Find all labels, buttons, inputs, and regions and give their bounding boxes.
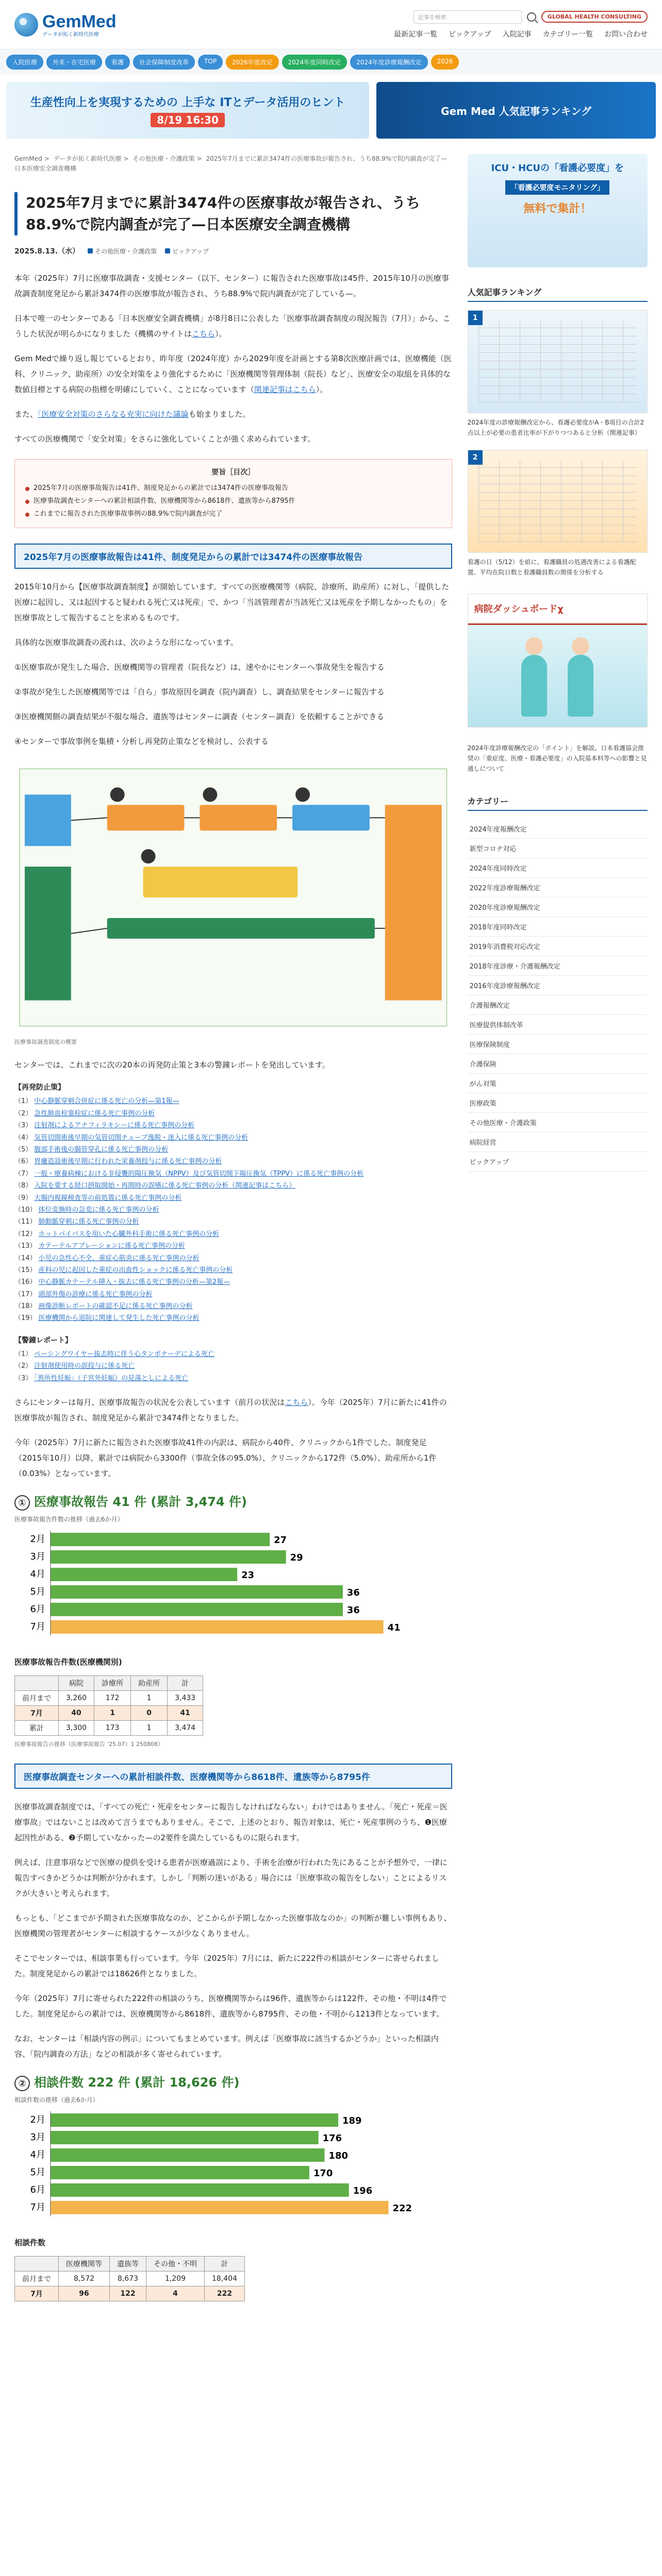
paragraph: 2015年10月から【医療事故調査制度】が開始しています。すべての医療機関等（病院、診療所、助産所）に対し、「提供した医療に起因し、又は起因すると疑われる死亡又は死産」で、かつ「当該管理者が当該死亡又は死産を予期しなかったもの」を医療事故として報告することを求めるものです。	[14, 582, 450, 623]
paragraph: そこでセンターでは、相談事業も行っています。今年（2025年）7月には、新たに222件の相談がセンターに寄せられました。制度発足からの累計では18626件となりました。	[14, 1954, 439, 1979]
category-item[interactable]: その他医療・介護政策	[468, 1113, 648, 1132]
table-row	[15, 2272, 245, 2286]
category-item[interactable]: 介護保険	[468, 1054, 648, 1074]
bar	[51, 2148, 325, 2162]
bar	[51, 1568, 237, 1581]
logo-sub: データが拓く新時代医療	[42, 31, 99, 38]
recurrence-heading: 【再発防止策】	[14, 1083, 65, 1092]
category-item[interactable]: 2018年度診療・介護報酬改定	[468, 956, 648, 976]
cat-chip[interactable]: TOP	[198, 55, 223, 70]
table-cell: 1	[94, 1706, 131, 1721]
report-item[interactable]: （19） 医療機関から退院に関連して発生した死亡事例の分析	[14, 1314, 200, 1323]
data-label: 176	[322, 2133, 342, 2144]
data-label: 222	[392, 2202, 412, 2214]
bar	[51, 1533, 270, 1546]
table-title: 医療事故報告件数(医療機関別)	[14, 1657, 122, 1667]
table-row	[15, 2286, 245, 2301]
category-item[interactable]: 医療提供体制改革	[468, 1015, 648, 1035]
cat-chip[interactable]: 2026	[431, 55, 459, 70]
bar	[51, 2131, 319, 2144]
category-item[interactable]: 医療保険制度	[468, 1035, 648, 1054]
category-item[interactable]: 2024年度報酬改定	[468, 819, 648, 839]
report-item[interactable]: （5） 腹部手術後の腸管穿孔に係る死亡事例の分析	[14, 1146, 169, 1154]
summary-item[interactable]: 医療事故調査センターへの累計相談件数、医療機関等から8618件、遺族等から8795件	[25, 495, 441, 508]
bar	[51, 1620, 384, 1634]
tag-link[interactable]	[88, 247, 157, 256]
table-cell: 3,433	[168, 1691, 203, 1706]
ad-caption: 2024年度診療報酬改定の「ポイント」を解説。日本看護協会推奨の「重症度、医療・看護必要度」の入院基本料等への影響と見通しについて	[467, 744, 647, 773]
paragraph: 医療事故調査制度では、「すべての死亡・死産をセンターに報告しなければならない」わけではありません。「死亡・死産＝医療事故」ではないことは改めて言うまでもありません。そこで、上述のとおり、報告対象は、死亡・死産事例のうち、❶医療起因性がある、❷予期していなかった—の2要件を満たしているものに限られます。	[14, 1802, 448, 1843]
breadcrumb: GemMed > データが拓く新時代医療 > その他医療・介護政策 > 2025年7月までに累計3474件の医療事故が報告され、うち88.9%で院内調査が完了—日本医療安全調査機構	[14, 155, 447, 173]
category-item[interactable]: 医療政策	[468, 1093, 648, 1113]
breadcrumb-section[interactable]: データが拓く新時代医療	[53, 155, 122, 162]
table-row	[15, 1706, 203, 1721]
dashboard-ad[interactable]	[468, 594, 648, 727]
site-header	[0, 0, 662, 49]
tag-label: その他医療・介護政策	[95, 247, 157, 255]
tick-label: 3月	[30, 2132, 45, 2143]
table-header: その他・不明	[146, 2257, 205, 2272]
table-cell: 96	[59, 2286, 110, 2301]
data-label: 180	[328, 2150, 348, 2162]
table-cell: 18,404	[205, 2272, 245, 2286]
bar-chart	[14, 2106, 452, 2225]
search-input[interactable]: 記事を検索	[413, 10, 522, 24]
ranking-banner[interactable]	[376, 82, 656, 139]
table-cell: 173	[94, 1721, 131, 1736]
warning-heading: 【警鐘レポート】	[14, 1336, 72, 1345]
reports-table	[14, 1675, 203, 1736]
article-main	[14, 154, 452, 2306]
breadcrumb-current: 2025年7月までに累計3474件の医療事故が報告され、うち88.9%で院内調査が完了—日本医療安全調査機構	[14, 155, 447, 173]
cat-chip[interactable]: 2026年度改定	[226, 55, 279, 70]
ranking-banner-text: Gem Med 人気記事ランキング	[441, 105, 592, 117]
tag-link[interactable]	[165, 247, 209, 256]
ranking-text: 2024年度の診療報酬改定から、看護必要度がA・B項目の合計2点以上が必要の患者比率が下がりつつあると分析（関連記事）	[467, 419, 644, 437]
paragraph: 本年（2025年）7月に医療事故調査・支援センター（以下、センター）に報告された医療事故は45件、2015年10月の医療事故調査制度発足から累計3474件の医療事故が報告され、うち88.9%で院内調査が完了している—。	[14, 274, 449, 299]
category-item[interactable]: 2019年消費税対応改定	[468, 937, 648, 956]
ranking-thumbnail: 1	[468, 310, 648, 413]
summary-title: 要旨［目次］	[211, 468, 255, 477]
table-row	[15, 1691, 203, 1706]
paragraph: センターでは、これまでに次の20本の再発防止策と3本の警鐘レポートを発出しています。	[14, 1060, 330, 1070]
ad-text: 無料で集計！	[523, 202, 592, 215]
cat-chip[interactable]: 看護	[105, 55, 130, 70]
tick-label: 6月	[30, 1603, 45, 1615]
nurse-figure-icon	[568, 655, 593, 717]
bar	[51, 2183, 349, 2197]
bar	[51, 1550, 286, 1564]
tick-label: 7月	[30, 1621, 45, 1632]
tick-label: 5月	[30, 2166, 45, 2178]
article-date: 2025.8.13.（水）	[14, 247, 80, 256]
ranking-item[interactable]	[468, 450, 648, 578]
table-header: 病院	[59, 1676, 94, 1691]
report-item[interactable]: （10） 体位変換時の急変に係る死亡事例の分析	[14, 1206, 159, 1214]
tick-label: 2月	[30, 1534, 45, 1545]
paragraph: 例えば、注意事項などで医療の提供を受ける患者が医療過誤により、手術を治療が行われた先にあることが予想外で、一律に報告すべきかどうかは判断が分かれます。しかし「判断の迷いがある」場合には「医療事故の報告をしない」ことによるリスクが大きいと考えられます。	[14, 1858, 448, 1899]
recurrence-list	[14, 1095, 452, 1324]
table-cell: 4	[146, 2286, 205, 2301]
logo-text: GemMed	[42, 11, 117, 31]
table-cell: 3,474	[168, 1721, 203, 1736]
bar	[51, 2113, 338, 2127]
tick-label: 3月	[30, 1551, 45, 1563]
table-cell: 7月	[15, 2286, 59, 2301]
table-cell: 8,572	[59, 2272, 110, 2286]
ranking-item[interactable]	[468, 310, 648, 438]
flow-diagram	[14, 764, 452, 1031]
warning-item[interactable]: （1） ペーシングワイヤー抜去時に伴う心タンポナーデによる死亡	[14, 1350, 215, 1358]
site-logo[interactable]	[14, 12, 117, 38]
ad-illustration	[468, 625, 647, 727]
category-item[interactable]: 2018年度同時改定	[468, 917, 648, 937]
data-label: 170	[313, 2167, 333, 2179]
tag-icon	[165, 248, 170, 253]
chart-reports: ① 医療事故報告 41 件 (累計 3,474 件) 医療事故報告件数の推移（過去6か月） 2月 27 3月 29 4月 23 5月 36 6月 36 7月 41	[14, 1492, 452, 1646]
global-health-badge[interactable]: GLOBAL HEALTH CONSULTING	[541, 11, 648, 23]
cat-chip[interactable]: 社会保障制度改革	[133, 55, 195, 70]
ranking-thumbnail: 2	[468, 450, 648, 553]
report-item[interactable]: （12） ホットバイパスを用いた心臓外科手術に係る死亡事例の分析	[14, 1230, 220, 1238]
figure-caption: 医療事故調査制度の概要	[14, 1039, 77, 1046]
nav-categories[interactable]: カテゴリー一覧	[542, 30, 593, 39]
article-title: 2025年7月までに累計3474件の医療事故が報告され、うち88.9%で院内調査が完了—日本医療安全調査機構	[14, 192, 452, 235]
paragraph: すべての医療機関で「安全対策」をさらに強化していくことが強く求められています。	[14, 434, 316, 444]
report-item[interactable]: （16） 中心静脈カテーテル挿入・抜去に係る死亡事例の分析—第2報—	[14, 1278, 230, 1286]
table-cell: 累計	[15, 1721, 59, 1736]
ad-title: 病院ダッシュボードχ	[468, 594, 647, 625]
table-cell: 前月まで	[15, 1691, 59, 1706]
warning-item[interactable]: （3） 「異所性妊娠」（子宮外妊娠）の見落としによる死亡	[14, 1374, 189, 1382]
table-cell: 3,300	[59, 1721, 94, 1736]
data-label: 36	[346, 1604, 360, 1616]
category-item[interactable]: 病院経営	[468, 1132, 648, 1152]
seminar-banner-text: 生産性向上を実現するための 上手な ITとデータ活用のヒント	[30, 96, 345, 109]
step: ④センターで事故事例を集積・分析し再発防止策などを検討し、公表する	[14, 737, 269, 747]
paragraph: 今年（2025年）7月に新たに報告された医療事故41件の内訳は、病院から40件、クリニックから1件でした。制度発足（2015年10月）以降、累計では病院から3300件（事故全体の95.0%）、クリニックから172件（5.0%）、助産所から1件（0.03%）となっています。	[14, 1438, 437, 1479]
nursing-ad[interactable]	[468, 154, 648, 267]
bar	[51, 2201, 389, 2214]
table-cell: 8,673	[110, 2272, 146, 2286]
section-heading: 2025年7月の医療事故報告は41件、制度発足からの累計では3474件の医療事故報告	[14, 544, 452, 569]
table-cell: 1,209	[146, 2272, 205, 2286]
report-item[interactable]: （2） 急性肺血栓塞栓症に係る死亡事例の分析	[14, 1109, 155, 1117]
cat-chip[interactable]: 2024年度診療報酬改定	[350, 55, 428, 70]
category-list	[468, 819, 648, 1172]
section-heading: 医療事故調査センターへの累計相談件数、医療機関等から8618件、遺族等から8795件	[14, 1764, 452, 1789]
inline-link[interactable]: こちら	[285, 1398, 308, 1408]
table-cell: 0	[131, 1706, 168, 1721]
warning-list	[14, 1348, 452, 1384]
search-icon[interactable]	[527, 12, 536, 22]
category-item[interactable]: がん対策	[468, 1074, 648, 1093]
breadcrumb-category[interactable]: その他医療・介護政策	[133, 155, 195, 162]
summary-box	[14, 459, 452, 528]
seminar-banner-date: 8/19 16:30	[151, 113, 225, 127]
logo-icon	[14, 13, 38, 37]
chart-subtitle: 医療事故報告件数の推移（過去6か月）	[14, 1516, 124, 1523]
cat-chip[interactable]: 2024年度同時改定	[282, 55, 347, 70]
report-item[interactable]: （8） 入院を要する経口摂取開始・再開時の誤嚥に係る死亡事例の分析（関連記事はこちら）	[14, 1182, 296, 1190]
report-item[interactable]: （17） 頭部外傷の診療に係る死亡事例の分析	[14, 1290, 153, 1298]
tick-label: 7月	[30, 2201, 45, 2213]
ad-text: ICU・HCUの「看護必要度」を	[491, 163, 624, 174]
table-row	[15, 1721, 203, 1736]
inline-link[interactable]: 関連記事はこちら	[254, 385, 316, 395]
report-item[interactable]: （11） 肺動脈穿刺に係る死亡事例の分析	[14, 1218, 139, 1226]
data-label: 41	[387, 1622, 401, 1633]
chart-subtitle: 相談件数の推移（過去6か月）	[14, 2096, 99, 2104]
category-item[interactable]: ピックアップ	[468, 1152, 648, 1172]
table-header	[15, 1676, 59, 1691]
main-nav	[394, 29, 648, 39]
report-item[interactable]: （1） 中心静脈穿刺合併症に係る死亡の分析—第1報—	[14, 1097, 179, 1106]
paragraph: また、「医療安全対策のさらなる充実に向けた議論も始まりました。	[14, 410, 251, 419]
ranking-text: 看護の日（5/12）を前に、看護職員の処遇改善による看護配置、平均在院日数と看護職員数の関係を分析する	[467, 558, 636, 577]
seminar-banner[interactable]	[6, 82, 369, 139]
data-label: 196	[353, 2185, 373, 2196]
paragraph: 今年（2025年）7月に寄せられた222件の相談のうち、医療機関等からは96件、遺族等からは122件、その他・不明は4件でした。制度発足からの累計では、医療機関等から8618件、遺族等から8795件、その他・不明から1213件となっています。	[14, 1994, 447, 2019]
table-header: 診療所	[94, 1676, 131, 1691]
paragraph: 日本で唯一のセンターである「日本医療安全調査機構」が8月8日に公表した「医療事故調査制度の現況報告（7月）」から、こうした状況が明らかになりました（機構のサイトはこちら）。	[14, 314, 451, 339]
category-item[interactable]: 2020年度診療報酬改定	[468, 897, 648, 917]
chart-title: 医療事故報告 41 件 (累計 3,474 件)	[34, 1495, 247, 1510]
table-cell: 41	[168, 1706, 203, 1721]
bar-chart	[14, 1526, 452, 1644]
report-item[interactable]: （18） 画像診断レポートの確認不足に係る死亡事例の分析	[14, 1302, 193, 1311]
nav-contact[interactable]: お問い合わせ	[604, 30, 648, 39]
paragraph: Gem Medで繰り返し報じているとおり、昨年度（2024年度）から2029年度を計画とする第8次医療計画では、医療機能（医科、クリニック、助産所）の安全対策をより強化するために「医療機関等管理体制（院長）など」、医療安全の取組を具体的な数値目標とする病院の指標を明確にしていく、ことになっています（関連記事はこちら）。	[14, 354, 452, 395]
nav-latest[interactable]: 最新記事一覧	[394, 30, 438, 39]
table-cell: 40	[59, 1706, 94, 1721]
tick-label: 4月	[30, 2149, 45, 2161]
warning-item[interactable]: （2） 注射剤使用時の誤投与に係る死亡	[14, 1362, 135, 1370]
table-header: 遺族等	[110, 2257, 146, 2272]
tick-label: 5月	[30, 1586, 45, 1597]
table-title: 相談件数	[14, 2238, 46, 2248]
cat-chip[interactable]: 入院医療	[6, 55, 43, 70]
bar	[51, 1585, 343, 1599]
table-cell: 172	[94, 1691, 131, 1706]
data-label: 36	[346, 1587, 360, 1598]
cat-chip[interactable]: 外来・在宅医療	[46, 55, 102, 70]
nurse-figure-icon	[521, 655, 547, 717]
inline-link[interactable]: 「医療安全対策のさらなる充実に向けた議論	[38, 410, 189, 419]
paragraph: なお、センターは「相談内容の例示」についてもまとめています。例えば「医療事故に該当するかどうか」といった相談内容、「院内調査の方法」などの相談が多く寄せられています。	[14, 2034, 439, 2059]
breadcrumb-home[interactable]: GemMed	[14, 155, 42, 162]
chart-consultations: ② 相談件数 222 件 (累計 18,626 件) 相談件数の推移（過去6か月） 2月 189 3月 176 4月 180 5月 170 6月 196 7月 222	[14, 2072, 452, 2227]
report-item[interactable]: （14） 小児の急性心不全、重症心筋炎に係る死亡事例の分析	[14, 1254, 200, 1262]
data-label: 27	[274, 1535, 287, 1546]
banner-row	[0, 75, 662, 146]
table-cell: 3,260	[59, 1691, 94, 1706]
report-item[interactable]: （9） 大腸内視鏡検査等の前処置に係る死亡事例の分析	[14, 1194, 182, 1202]
tick-label: 4月	[30, 1569, 45, 1580]
table-header	[15, 2257, 59, 2272]
nav-popular[interactable]: 入院記事	[502, 30, 532, 39]
step: ②事故が発生した医療機関等では「自ら」事故原因を調査（院内調査）し、調査結果をセンターに報告する	[14, 687, 385, 697]
bar	[51, 2166, 309, 2179]
data-label: 23	[241, 1570, 255, 1581]
report-item[interactable]: （6） 胃瘻造設術後早期に行われた栄養剤投与に係る死亡事例の分析	[14, 1158, 222, 1166]
step: ③医療機関側の調査結果が不服な場合、遺族等はセンターに調査（センター調査）を依頼することができる	[14, 712, 385, 722]
category-bar	[0, 49, 662, 75]
tag-label: ピックアップ	[172, 247, 209, 255]
table-cell: 1	[131, 1691, 168, 1706]
table-cell: 7月	[15, 1706, 59, 1721]
table-header: 計	[168, 1676, 203, 1691]
article-meta	[14, 246, 452, 256]
report-item[interactable]: （15） 産科の児に起因した重症の出血性ショックに係る死亡事例の分析	[14, 1266, 233, 1274]
report-item[interactable]: （13） カテーテルアブレーションに係る死亡事例の分析	[14, 1242, 185, 1250]
data-label: 189	[342, 2115, 362, 2127]
category-item[interactable]: 新型コロナ対応	[468, 839, 648, 858]
summary-item[interactable]: これまでに報告された医療事故事例の88.9%で院内調査が完了	[25, 508, 441, 521]
category-heading: カテゴリー	[468, 795, 648, 811]
table-header: 助産所	[131, 1676, 168, 1691]
consult-table	[14, 2256, 245, 2301]
category-item[interactable]: 2022年度診療報酬改定	[468, 878, 648, 897]
ranking-heading: 人気記事ランキング	[468, 286, 648, 302]
paragraph: もっとも、「どこまでが予期された医療事故なのか、どこからが予期しなかった医療事故なのか」の判断が難しい事例もあり、医療機関の管理者がセンターに相談するケースが少なくありません。	[14, 1913, 452, 1939]
nav-pickup[interactable]: ピックアップ	[449, 30, 491, 39]
sidebar	[468, 154, 648, 2306]
ad-text: 「看護必要度モニタリング」	[505, 180, 609, 195]
inline-link[interactable]: こちら	[191, 329, 215, 339]
category-item[interactable]: 2016年度診療報酬改定	[468, 976, 648, 995]
category-item[interactable]: 2024年度同時改定	[468, 858, 648, 878]
table-cell: 222	[205, 2286, 245, 2301]
table-caption: 医療事故報告の推移（医療事故報告 ’25.07）1 250808）	[14, 1741, 163, 1748]
table-cell: 1	[131, 1721, 168, 1736]
data-label: 29	[290, 1552, 303, 1564]
tag-icon	[88, 248, 93, 253]
report-item[interactable]: （3） 注射剤によるアナフィラキシーに係る死亡事例の分析	[14, 1122, 195, 1130]
category-item[interactable]: 介護報酬改定	[468, 995, 648, 1015]
tick-label: 6月	[30, 2184, 45, 2195]
table-cell: 前月まで	[15, 2272, 59, 2286]
tick-label: 2月	[30, 2114, 45, 2126]
chart-title: 相談件数 222 件 (累計 18,626 件)	[34, 2075, 240, 2090]
table-header: 計	[205, 2257, 245, 2272]
summary-item[interactable]: 2025年7月の医療事故報告は41件、制度発足からの累計では3474件の医療事故報告	[25, 482, 441, 495]
step: ①医療事故が発生した場合、医療機関等の管理者（院長など）は、速やかにセンターへ事故発生を報告する	[14, 663, 385, 672]
paragraph: 具体的な医療事故調査の流れは、次のような形になっています。	[14, 638, 238, 648]
bar	[51, 1603, 343, 1616]
paragraph: さらにセンターは毎月、医療事故報告の状況を公表しています（前月の状況はこちら）。今年（2025年）7月に新たに41件の医療事故が報告され、制度発足から累計で3474件となりました。	[14, 1398, 447, 1423]
table-header: 医療機関等	[59, 2257, 110, 2272]
table-cell: 122	[110, 2286, 146, 2301]
report-item[interactable]: （4） 気管切開術後早期の気管切開チューブ逸脱・迷入に係る死亡事例の分析	[14, 1133, 249, 1142]
report-item[interactable]: （7） 一般・療養病棟における非侵襲的陽圧換気（NPPV）及び気管切開下陽圧換気（TPPV）に係る死亡事例の分析	[14, 1170, 364, 1178]
